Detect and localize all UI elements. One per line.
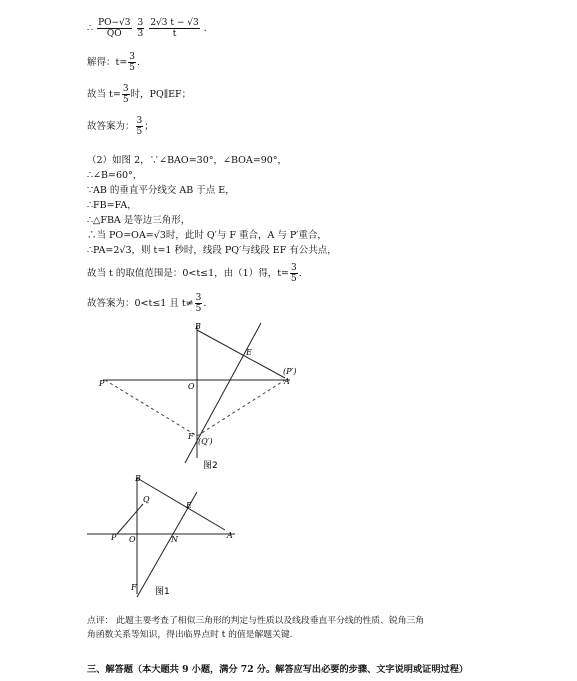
label-B: B [135,474,141,483]
therefore-symbol: ∴ [87,23,94,34]
label-A: A [227,531,233,540]
fraction [137,18,145,39]
fraction-num: 3 [129,52,136,62]
fraction-num: PO−√3 [98,18,131,28]
fraction-den: 5 [129,63,136,73]
fraction-num: 3 [137,18,144,28]
text: 时，PQ∥EF； [130,89,192,100]
part2-line7: ∴PA=2√3，则 t=1 秒时，线段 PQ′与线段 EF 有公共点， [87,245,337,256]
part2-line2: ∴∠B=60°， [87,170,143,181]
solve-line [87,52,140,73]
conclusion-line [87,84,191,105]
text: 故当 t= [87,89,121,100]
label-Q-prime: (Q′) [198,437,213,446]
label-F: F [131,583,137,592]
figure-1 [85,472,245,602]
part2-line8 [87,263,302,284]
answer-line [87,116,154,137]
label-P-prime: (P′) [283,367,297,376]
figure-2 [85,318,315,473]
fraction-den: 5 [195,304,202,314]
part2-line4: ∴FB=FA， [87,200,137,211]
part2-line5: ∴△FBA 是等边三角形， [87,215,191,226]
label-O: O [188,382,195,391]
label-A: A [284,377,290,386]
text: 故答案为： [87,121,135,132]
part2-answer [87,293,206,314]
label-Q: Q [143,495,150,504]
label-P: P [99,379,105,388]
part2-line1: （2）如图 2，∵∠BAO=30°，∠BOA=90°， [87,155,288,166]
label-E: E [246,348,252,357]
fraction-den: t [172,29,177,39]
punct: . [298,268,302,279]
fraction [122,84,130,105]
fraction [136,116,144,137]
fraction [128,52,136,73]
fraction-den: 5 [291,274,297,284]
label-E: E [186,501,192,510]
fraction-num: 3 [291,263,297,273]
section-3-heading: 三、解答题（本大题共 9 小题，满分 72 分。解答应写出必要的步骤、文字说明或证明过程） [87,664,469,675]
fraction [290,263,298,284]
fraction-num: 2√3 t − √3 [150,18,199,28]
figure-2-caption: 图2 [203,461,218,471]
label-B: B [195,322,201,331]
fraction-num: 3 [195,293,202,303]
fraction [97,18,131,39]
label-N: N [171,535,178,544]
label-O: O [129,535,136,544]
text: 故答案为：0<t≤1 且 t≠ [87,298,194,309]
fraction-num: 3 [122,84,129,94]
fraction [195,293,203,314]
part2-line6: ∴当 PO=OA=√3时，此时 Q′与 F 重合，A 与 P′重合， [87,230,327,241]
punct: . [203,23,207,34]
figure-1-caption: 图1 [155,587,170,597]
punct: . [137,57,141,68]
punct: ； [144,121,154,132]
fraction-den: 5 [136,127,143,137]
fraction-num: 3 [136,116,143,126]
text: 故当 t 的取值范围是：0<t≤1，由（1）得，t= [87,268,290,279]
fraction-den: 5 [122,95,129,105]
comment-line2: 角函数关系等知识，得出临界点时 t 的值是解题关键. [87,630,293,640]
punct: . [203,298,207,309]
part2-line3: ∵AB 的垂直平分线交 AB 于点 E， [87,185,235,196]
label-P: P [111,533,117,542]
text: 解得：t= [87,57,128,68]
comment-line1: 点评： 此题主要考查了相似三角形的判定与性质以及线段垂直平分线的性质、锐角三角 [87,616,425,626]
fraction-den: QO [106,29,122,39]
fraction [149,18,199,39]
equation-ratio [87,18,207,39]
label-F: F [188,432,194,441]
fraction-den: 3 [137,29,144,39]
